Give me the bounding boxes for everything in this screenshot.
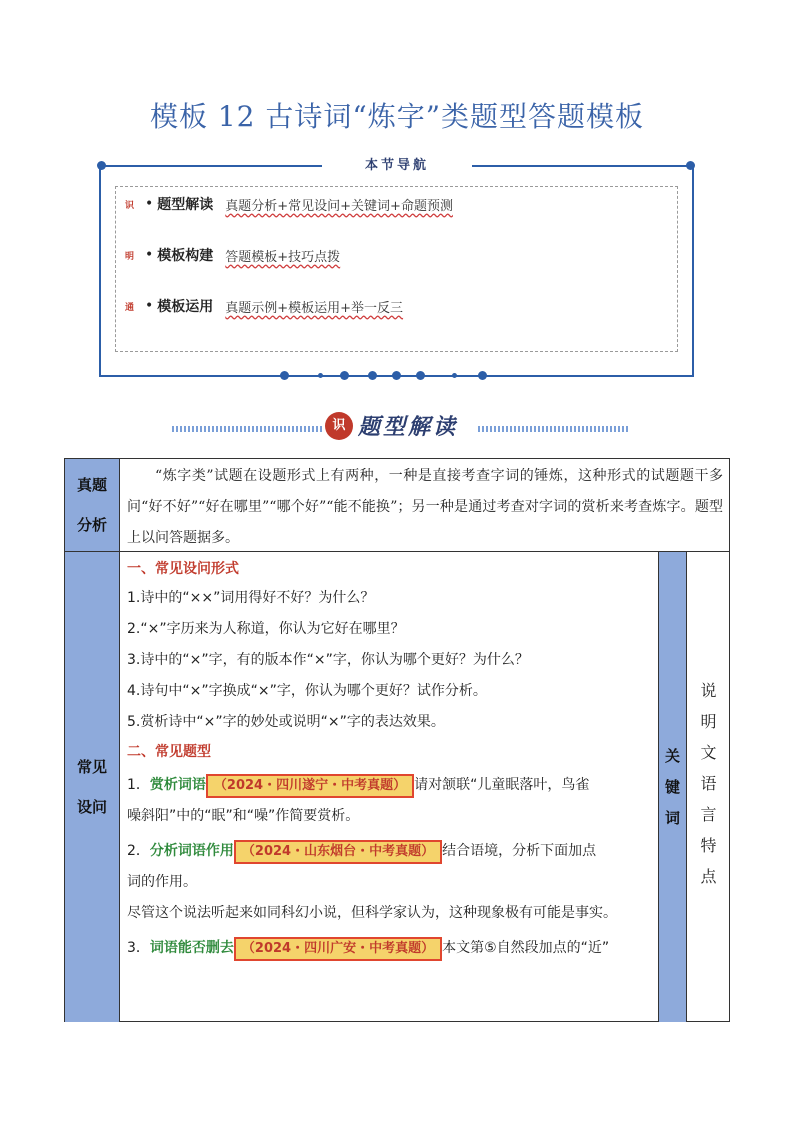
header-zhenti-fenxi (65, 459, 119, 551)
nav-label: 模板构建 (157, 248, 214, 264)
nav-dot (318, 373, 323, 378)
keyword-char: 语 (700, 774, 717, 793)
question-item: 1.诗中的“××”词用得好不好？为什么？ (127, 590, 375, 606)
keyword-char: 说 (700, 681, 717, 700)
nav-item-template[interactable] (125, 245, 340, 265)
question-item: 3.诗中的“×”字，有的版本作“×”字，你认为哪个更好？为什么？ (127, 652, 529, 668)
divider (65, 551, 730, 552)
nav-badge: 明 (125, 251, 135, 262)
header-text: 常见 (76, 758, 107, 776)
type-text-line: 噪斜阳”中的“眠”和“噪”作简要赏析。 (127, 808, 360, 824)
header-text: 词 (664, 808, 680, 827)
nav-desc: 真题分析+常见设问+关键词+命题预测 (225, 198, 453, 214)
bullet-icon: • (145, 196, 154, 212)
type-text: 结合语境，分析下面加点 (442, 843, 597, 859)
subheading-question-types: 二、常见题型 (127, 744, 211, 760)
type-item (127, 836, 655, 867)
nav-desc: 真题示例+模板运用+举一反三 (225, 300, 404, 316)
banner-stripe-right (478, 426, 628, 432)
common-questions-content (127, 555, 655, 964)
divider (119, 459, 120, 1022)
header-text: 键 (664, 777, 680, 796)
type-item (127, 770, 655, 801)
type-text-line: 词的作用。 (127, 874, 197, 890)
banner-stripe-left (172, 426, 322, 432)
type-item (127, 933, 655, 964)
page-title: 模板 12 古诗词“炼字”类题型答题模板 (149, 100, 645, 133)
nav-header: 本节导航 (322, 157, 472, 175)
nav-dot (392, 371, 401, 380)
header-text: 真题 (76, 476, 107, 494)
nav-label: 题型解读 (157, 197, 214, 213)
type-name: 赏析词语 (149, 777, 206, 793)
type-name: 分析词语作用 (149, 843, 234, 859)
section-title: 题型解读 (358, 414, 459, 440)
question-item: 2.“×”字历来为人称道，你认为它好在哪里？ (127, 621, 405, 637)
nav-dot (452, 373, 457, 378)
type-text: 本文第⑤自然段加点的“近” (442, 940, 610, 956)
source-tag: （2024・四川广安・中考真题） (234, 937, 442, 961)
type-number: 1． (127, 777, 150, 793)
nav-dot (686, 161, 695, 170)
example-sentence: 尽管这个说法听起来如同科幻小说，但科学家认为，这种现象极有可能是事实。 (127, 905, 617, 921)
nav-badge: 通 (125, 302, 135, 313)
header-keyword (659, 552, 686, 1022)
nav-badge: 识 (125, 200, 135, 211)
keyword-char: 文 (700, 743, 717, 762)
header-text: 分析 (76, 516, 107, 534)
nav-label: 模板运用 (157, 299, 214, 315)
keyword-value (687, 675, 730, 892)
type-name: 词语能否删去 (149, 940, 234, 956)
nav-item-application[interactable] (125, 296, 403, 316)
keyword-char: 特 (700, 836, 717, 855)
analysis-table (64, 458, 730, 1022)
type-number: 2． (127, 843, 150, 859)
nav-dot (478, 371, 487, 380)
nav-dot (416, 371, 425, 380)
header-text: 关 (664, 746, 680, 765)
source-tag: （2024・四川遂宁・中考真题） (206, 774, 414, 798)
keyword-char: 点 (700, 867, 717, 886)
source-tag: （2024・山东烟台・中考真题） (234, 840, 442, 864)
subheading-question-forms: 一、常见设问形式 (127, 561, 239, 577)
type-number: 3． (127, 940, 150, 956)
question-item: 5.赏析诗中“×”字的妙处或说明“×”字的表达效果。 (127, 714, 445, 730)
section-badge-icon: 识 (325, 412, 353, 440)
header-changjian-shewen (65, 552, 119, 1022)
nav-dot (97, 161, 106, 170)
nav-desc: 答题模板+技巧点拨 (225, 249, 341, 265)
nav-item-analysis[interactable] (125, 194, 453, 214)
type-text: 请对颔联“儿童眠落叶，鸟雀 (414, 777, 590, 793)
bullet-icon: • (145, 298, 154, 314)
nav-dot (368, 371, 377, 380)
nav-dot (280, 371, 289, 380)
nav-dot (340, 371, 349, 380)
keyword-char: 言 (700, 805, 717, 824)
bullet-icon: • (145, 247, 154, 263)
header-text: 设问 (76, 798, 107, 816)
question-item: 4.诗句中“×”字换成“×”字，你认为哪个更好？试作分析。 (127, 683, 487, 699)
analysis-paragraph: “炼字类”试题在设题形式上有两种，一种是直接考查字词的锤炼，这种形式的试题题干多问“好不好”“好在哪里”“哪个好”“能不能换”；另一种是通过考查对字词的赏析来考查炼字。题型上以问答题据多。 (127, 468, 723, 546)
keyword-char: 明 (700, 712, 717, 731)
